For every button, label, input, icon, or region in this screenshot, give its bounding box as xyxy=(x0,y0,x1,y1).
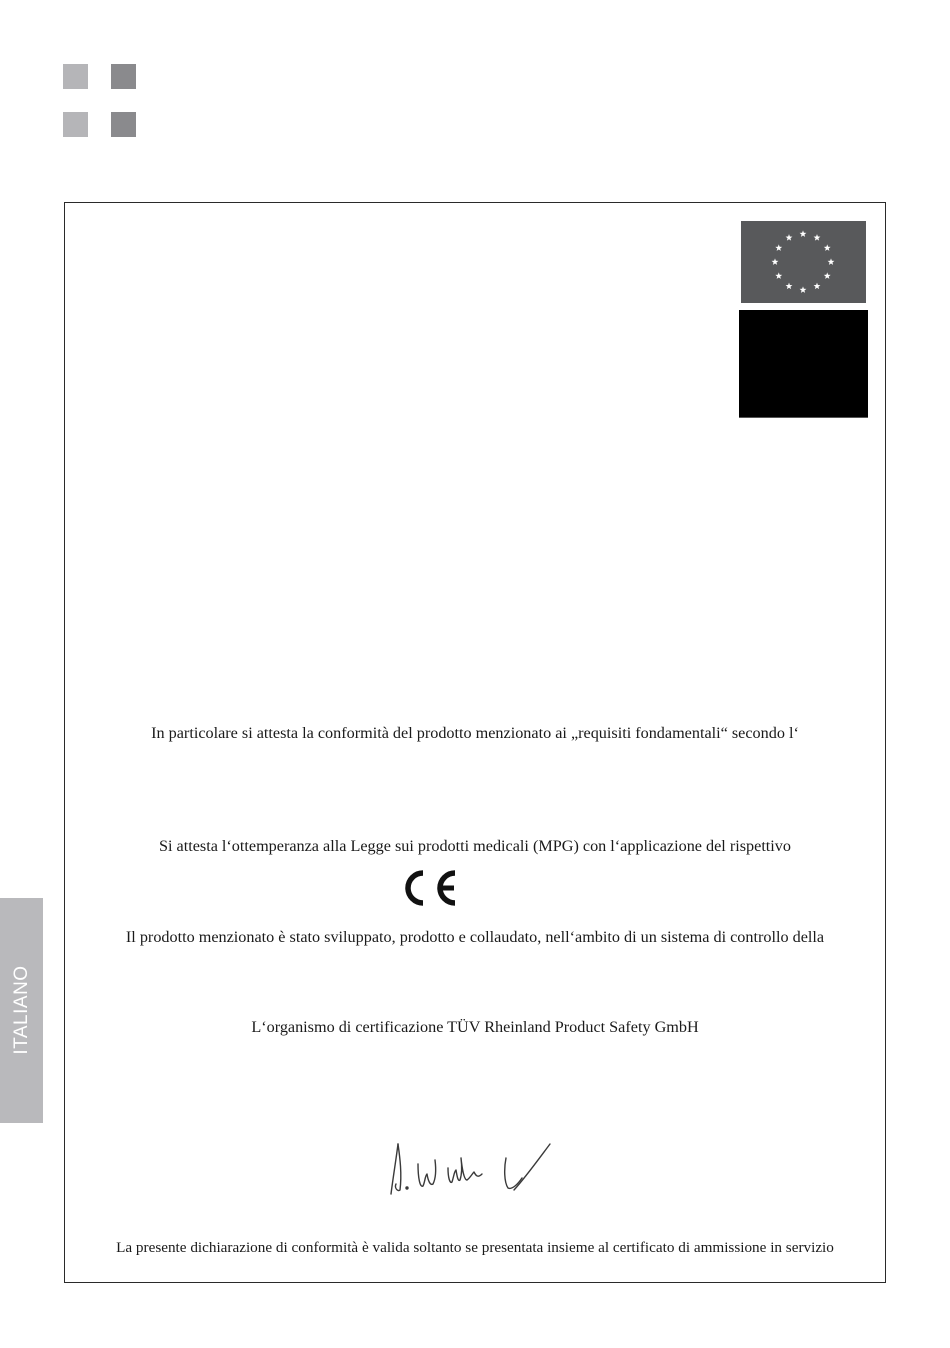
eu-flag-star xyxy=(800,230,807,237)
signature-image xyxy=(380,1138,555,1200)
decor-square-bottom-left xyxy=(63,112,88,137)
black-logo-box-underline xyxy=(739,417,868,418)
eu-flag-star xyxy=(775,244,782,251)
paragraph-mpg: Si attesta l‘ottemperanza alla Legge sui prodotti medicali (MPG) con l‘applicazione del rispettivo xyxy=(158,837,791,855)
paragraph-quality-system: Il prodotto menzionato è stato sviluppato, prodotto e collaudato, nell‘ambito di un sistema di controllo della xyxy=(125,928,825,946)
eu-flag-star xyxy=(824,244,831,251)
eu-flag-star xyxy=(775,272,782,279)
paragraph-certification-body: L‘organismo di certificazione TÜV Rheinland Product Safety GmbH xyxy=(251,1018,699,1036)
eu-flag-icon xyxy=(741,221,866,303)
eu-flag-star xyxy=(786,283,793,290)
eu-flag-star xyxy=(800,286,807,293)
language-side-tab-label: ITALIANO xyxy=(11,965,32,1055)
eu-flag-star xyxy=(814,234,821,241)
eu-flag-star xyxy=(772,258,779,265)
eu-flag-star xyxy=(786,234,793,241)
eu-flag-star xyxy=(828,258,835,265)
decor-square-top-left xyxy=(63,64,88,89)
paragraph-validity: La presente dichiarazione di conformità è valida soltanto se presentata insieme al certificato di ammissione in servizio xyxy=(116,1239,834,1256)
decor-square-bottom-right xyxy=(111,112,136,137)
black-logo-box xyxy=(739,310,868,417)
decor-square-top-right xyxy=(111,64,136,89)
eu-flag-star xyxy=(814,283,821,290)
paragraph-essential-requirements: In particolare si attesta la conformità del prodotto menzionato ai „requisiti fondamentali“ secondo l‘ xyxy=(151,724,799,742)
ce-mark-icon xyxy=(401,868,459,908)
eu-flag-star xyxy=(824,272,831,279)
